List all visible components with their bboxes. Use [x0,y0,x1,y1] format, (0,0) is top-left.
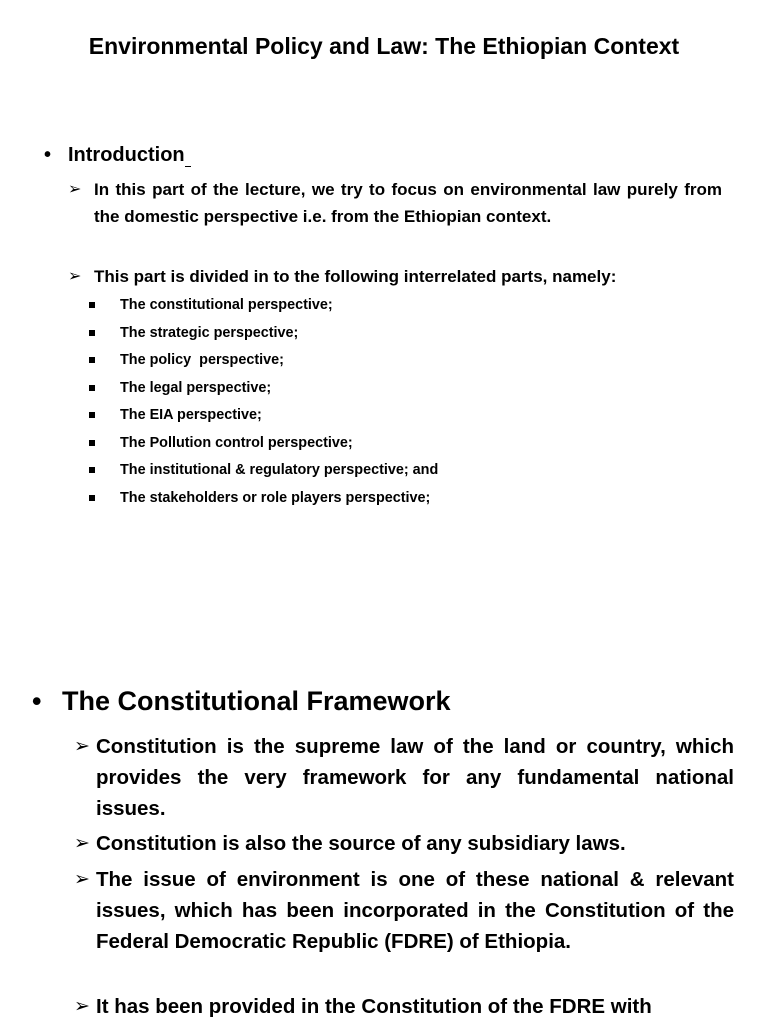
bullet-icon: • [44,144,52,166]
arrow-bullet-icon: ➢ [74,869,90,890]
square-bullet-icon [89,495,95,501]
intro-heading-row [44,144,191,167]
intro-point-text: This part is divided in to the following interrelated parts, namely: [94,267,617,286]
list-item-text: The policy perspective; [120,352,284,368]
perspectives-list [88,292,438,512]
constitution-point-2 [74,828,734,859]
arrow-bullet-icon: ➢ [68,181,82,198]
constitution-point-3 [74,864,734,957]
square-bullet-icon [89,357,95,363]
arrow-bullet-icon: ➢ [74,996,90,1017]
arrow-bullet-icon: ➢ [74,833,90,854]
underline-mark [185,150,191,167]
constitution-point-text: The issue of environment is one of these national & relevant issues, which has been incorporated in the Constitution of the Federal Democratic Republic (FDRE) of Ethiopia. [96,868,734,953]
square-bullet-icon [89,412,95,418]
intro-point-2 [68,263,722,290]
square-bullet-icon [89,302,95,308]
list-item [88,457,438,485]
list-item-text: The Pollution control perspective; [120,434,353,451]
square-bullet-icon [89,467,95,473]
arrow-bullet-icon: ➢ [74,736,90,757]
arrow-bullet-icon: ➢ [68,268,82,285]
list-item [88,402,438,430]
list-item [88,430,438,458]
list-item-text: The stakeholders or role players perspective; [120,489,431,506]
list-item-text: The institutional & regulatory perspective; and [120,462,439,478]
constitution-point-1 [74,731,734,824]
page-title: Environmental Policy and Law: The Ethiopian Context [88,33,680,59]
list-item [88,485,438,513]
intro-point-1 [68,176,722,230]
list-item-text: The EIA perspective; [120,407,262,423]
section-heading-row [32,686,451,717]
list-item [88,347,438,375]
square-bullet-icon [89,385,95,391]
constitution-point-text: It has been provided in the Constitution of the FDRE with [96,995,652,1018]
square-bullet-icon [89,330,95,336]
list-item-text: The constitutional perspective; [120,297,333,313]
square-bullet-icon [89,440,95,446]
constitution-point-text: Constitution is also the source of any subsidiary laws. [96,832,626,855]
list-item-text: The strategic perspective; [120,324,299,341]
constitution-point-4 [74,991,734,1022]
intro-heading: Introduction [68,144,185,166]
list-item-text: The legal perspective; [120,379,272,396]
list-item [88,320,438,348]
bullet-icon: • [32,686,42,716]
list-item [88,375,438,403]
constitution-point-text: Constitution is the supreme law of the land or country, which provides the very framework for any fundamental national issues. [96,735,734,820]
section-heading: The Constitutional Framework [62,686,451,716]
intro-point-text: In this part of the lecture, we try to focus on environmental law purely from the domestic perspective i.e. from the Ethiopian context. [94,180,722,226]
list-item [88,292,438,320]
